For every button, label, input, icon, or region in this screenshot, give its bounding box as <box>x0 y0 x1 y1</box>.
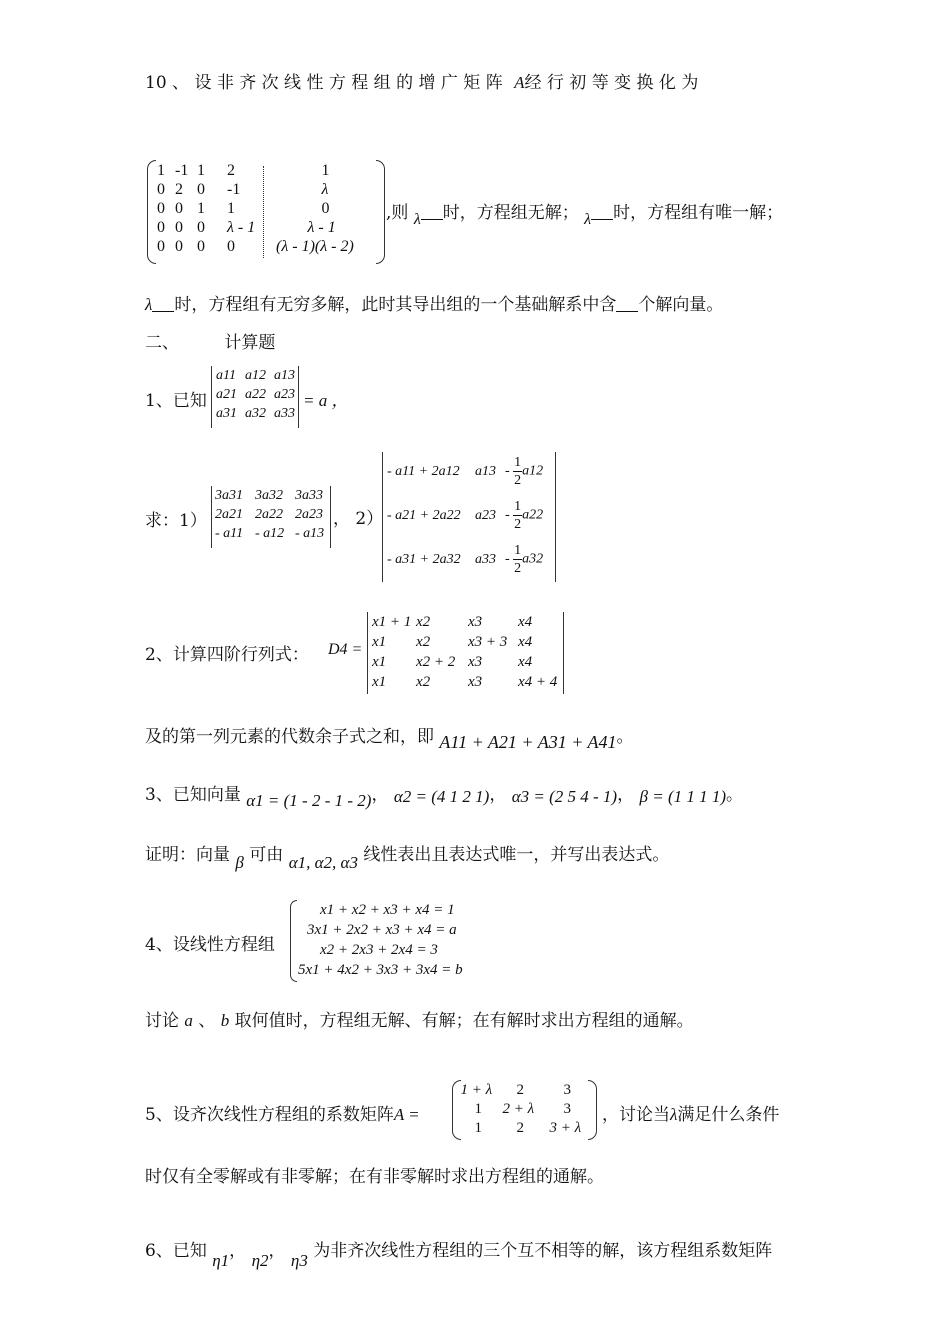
det-entry: - a11 + 2a12 <box>387 464 460 479</box>
q10-case-infinite: 时，方程组有无穷多解，此时其导出组的一个基础解系中含 <box>174 295 617 315</box>
det-fraction-entry <box>505 454 543 489</box>
det-entry: x4 <box>518 654 533 670</box>
p3-line2 <box>145 840 669 873</box>
p4-discuss: 讨论 <box>145 1011 179 1031</box>
matrix-rhs-cell: λ - 1 <box>307 219 336 236</box>
det-entry: a33 <box>274 406 295 421</box>
fraction-denominator: 2 <box>514 517 522 532</box>
det-entry: x1 <box>372 634 387 650</box>
p2-end: 。 <box>616 727 634 747</box>
matrix-cell: 0 <box>175 219 183 236</box>
det-entry: 2a21 <box>215 507 243 522</box>
p4-text: 取何值时，方程组无解、有解；在有解时求出方程组的通解。 <box>234 1011 694 1031</box>
p5-line1 <box>145 1100 420 1125</box>
p4-sep: 、 <box>198 1011 216 1031</box>
det-entry: a31 <box>216 406 237 421</box>
matrix-cell: -1 <box>227 181 241 198</box>
p2-line2 <box>145 722 634 753</box>
p2-cofactor-sum: A11 + A21 + A31 + A41 <box>439 732 617 752</box>
fraction-denominator: 2 <box>514 473 522 488</box>
matrix-cell: 2 + λ <box>502 1101 535 1117</box>
section-heading <box>145 328 275 353</box>
eta3: η3 <box>290 1251 308 1270</box>
det-fraction-entry <box>505 498 543 533</box>
minus-sign: - <box>505 507 510 523</box>
p2-label: 2、计算四阶行列式： <box>145 645 309 665</box>
eta1: η1 <box>212 1251 230 1270</box>
comma: ， <box>371 785 389 805</box>
p4-line2 <box>145 1006 694 1031</box>
matrix-cell: 1 <box>197 200 205 217</box>
matrix-cell: 1 <box>474 1120 482 1136</box>
det-entry: - a12 <box>255 526 285 541</box>
matrix-rhs-cell: 1 <box>321 162 330 179</box>
equation: 3x1 + 2x2 + x3 + x4 = a <box>307 922 457 938</box>
p1-sep: ， 2） <box>333 509 384 529</box>
minus-sign: - <box>505 463 510 479</box>
fraction <box>513 454 522 489</box>
det-entry: - a31 + 2a32 <box>387 552 461 567</box>
matrix-cell: 3 <box>563 1082 571 1098</box>
det-entry: a13 <box>274 368 295 383</box>
det-entry-a: a12 <box>522 463 544 479</box>
section-title: 计算题 <box>224 333 276 353</box>
p1-ask: 求：1） <box>145 511 207 531</box>
det-entry: 2a23 <box>295 507 323 522</box>
fraction-numerator: 1 <box>514 543 522 558</box>
alpha1-vector: α1 = (1 - 2 - 1 - 2) <box>246 791 372 810</box>
matrix-cell: 0 <box>157 200 165 217</box>
matrix-cell: 2 <box>227 162 235 179</box>
p1-equals: = a ， <box>303 391 349 410</box>
matrix-cell: 0 <box>157 181 165 198</box>
det-entry-a: a22 <box>522 507 544 523</box>
q10-line2 <box>386 198 783 229</box>
p2-text: 及的第一列元素的代数余子式之和，即 <box>145 727 434 747</box>
matrix-cell: 1 <box>227 200 235 217</box>
fraction <box>513 542 522 577</box>
p1-label: 1、已知 <box>145 391 207 411</box>
matrix-cell: 0 <box>157 238 165 255</box>
det-entry: 3a32 <box>255 488 283 503</box>
det-entry: 3a33 <box>295 488 323 503</box>
det-entry: x1 <box>372 654 387 670</box>
minus-sign: - <box>505 551 510 567</box>
matrix-cell: 1 + λ <box>460 1082 493 1098</box>
p4-label: 4、设线性方程组 <box>145 935 275 955</box>
det-entry: a22 <box>245 387 266 402</box>
det-entry: a12 <box>245 368 266 383</box>
det-entry: - a21 + 2a22 <box>387 508 461 523</box>
det-entry: x3 + 3 <box>468 634 508 650</box>
p5-after2: 满足什么条件 <box>677 1105 780 1125</box>
p1-det-2 <box>382 452 556 582</box>
matrix-cell: 1 <box>474 1101 482 1117</box>
var-b: b <box>220 1011 230 1030</box>
comma: ， <box>229 1241 247 1261</box>
matrix-cell: λ - 1 <box>227 219 256 236</box>
q10-case-nosolution: 时，方程组无解； <box>442 203 579 223</box>
det-entry-a: a32 <box>522 551 544 567</box>
p1-det-1 <box>211 486 331 548</box>
matrix-cell: 2 <box>516 1120 524 1136</box>
det-entry: a13 <box>475 464 496 479</box>
q10-line3 <box>145 290 723 315</box>
det-entry: x2 <box>416 634 431 650</box>
matrix-cell: 3 <box>563 1101 571 1117</box>
matrix-cell: 2 <box>516 1082 524 1098</box>
p1-det-given <box>211 366 299 428</box>
p3-label: 3、已知向量 <box>145 785 241 805</box>
det-entry: a23 <box>475 508 496 523</box>
q10-line1 <box>145 68 698 93</box>
det-entry: 3a31 <box>215 488 243 503</box>
fraction-numerator: 1 <box>514 455 522 470</box>
p2-determinant <box>367 612 564 694</box>
matrix-cell: 0 <box>197 181 205 198</box>
lambda-symbol-p5: λ <box>670 1105 678 1124</box>
det-fraction-entry <box>505 542 543 577</box>
lambda-symbol: λ <box>413 211 421 228</box>
p6-text: 为非齐次线性方程组的三个互不相等的解，该方程组系数矩阵 <box>313 1241 773 1261</box>
matrix-cell: 0 <box>197 238 205 255</box>
eta2: η2 <box>251 1251 269 1270</box>
matrix-cell: 1 <box>157 162 165 179</box>
q10-text-b: 经 行 初 等 变 换 化 为 <box>524 73 699 93</box>
p6-line <box>145 1236 772 1271</box>
det-entry: a23 <box>274 387 295 402</box>
lambda-symbol-3: λ <box>145 295 153 314</box>
p5-line1b <box>602 1100 779 1125</box>
comma: ， <box>617 785 635 805</box>
matrix-cell: 3 + λ <box>549 1120 582 1136</box>
lambda-symbol-2: λ <box>584 211 592 228</box>
alpha2-vector: α2 = (4 1 2 1) <box>393 787 490 806</box>
equation: 5x1 + 4x2 + 3x3 + 3x4 = b <box>298 962 463 978</box>
det-entry: - a11 <box>215 526 244 541</box>
p3-line1 <box>145 780 743 811</box>
fraction-numerator: 1 <box>514 499 522 514</box>
q10-text: 10 、 设 非 齐 次 线 性 方 程 组 的 增 广 矩 阵 <box>145 73 503 93</box>
det-entry: x4 <box>518 634 533 650</box>
det-entry: a32 <box>245 406 266 421</box>
fraction <box>513 498 522 533</box>
det-entry: x4 + 4 <box>518 674 558 690</box>
q10-matrix-symbol: A <box>514 73 525 92</box>
alpha-list: α1, α2, α3 <box>288 853 358 872</box>
matrix-rhs-cell: (λ - 1)(λ - 2) <box>276 238 354 255</box>
det-entry: x3 <box>468 674 483 690</box>
section-number: 二、 <box>145 333 179 353</box>
p3-proof-text: 证明：向量 <box>145 845 230 865</box>
det-entry: - a13 <box>295 526 325 541</box>
var-a: a <box>184 1011 193 1030</box>
matrix-rhs-cell: 0 <box>321 200 330 217</box>
matrix-cell: 1 <box>197 162 205 179</box>
p5-aeq: A = <box>393 1105 420 1124</box>
matrix-cell: -1 <box>175 162 189 179</box>
period: 。 <box>726 785 744 805</box>
matrix-rhs-cell: λ <box>321 181 329 198</box>
beta-symbol: β <box>235 853 244 872</box>
p3-text-b: 可由 <box>249 845 284 865</box>
p3-text-c: 线性表出且表达式唯一，并写出表达式。 <box>363 845 670 865</box>
p5-label: 5、设齐次线性方程组的系数矩阵 <box>145 1105 394 1125</box>
det-entry: x2 + 2 <box>416 654 456 670</box>
matrix-cell: 0 <box>175 200 183 217</box>
q10-after-matrix: ,则 <box>386 203 409 223</box>
p6-label: 6、已知 <box>145 1241 207 1261</box>
det-entry: x4 <box>518 614 533 630</box>
equation: x2 + 2x3 + 2x4 = 3 <box>320 942 438 958</box>
det-entry: x3 <box>468 614 483 630</box>
det-entry: a11 <box>216 368 236 383</box>
det-entry: a33 <box>475 552 496 567</box>
det-entry: x3 <box>468 654 483 670</box>
det-entry: x1 + 1 <box>372 614 412 630</box>
comma: ， <box>489 785 507 805</box>
equation: x1 + x2 + x3 + x4 = 1 <box>320 902 455 918</box>
p5-line2: 时仅有全零解或有非零解；在有非零解时求出方程组的通解。 <box>145 1167 604 1187</box>
p5-after: ，讨论当 <box>602 1105 670 1125</box>
matrix-cell: 2 <box>175 181 183 198</box>
q10-case-unique: 时，方程组有唯一解； <box>613 203 784 223</box>
fraction-denominator: 2 <box>514 561 522 576</box>
beta-vector: β = (1 1 1 1) <box>639 787 727 806</box>
det-entry: x2 <box>416 674 431 690</box>
det-entry: a21 <box>216 387 237 402</box>
q10-case-end: 个解向量。 <box>638 295 724 315</box>
det-entry: x2 <box>416 614 431 630</box>
matrix-cell: 0 <box>175 238 183 255</box>
comma: ， <box>268 1241 286 1261</box>
det-entry: 2a22 <box>255 507 283 522</box>
p2-d4: D4 = <box>328 641 363 658</box>
matrix-cell: 0 <box>157 219 165 236</box>
alpha3-vector: α3 = (2 5 4 - 1) <box>511 787 618 806</box>
matrix-cell: 0 <box>227 238 235 255</box>
matrix-cell: 0 <box>197 219 205 236</box>
det-entry: x1 <box>372 674 387 690</box>
